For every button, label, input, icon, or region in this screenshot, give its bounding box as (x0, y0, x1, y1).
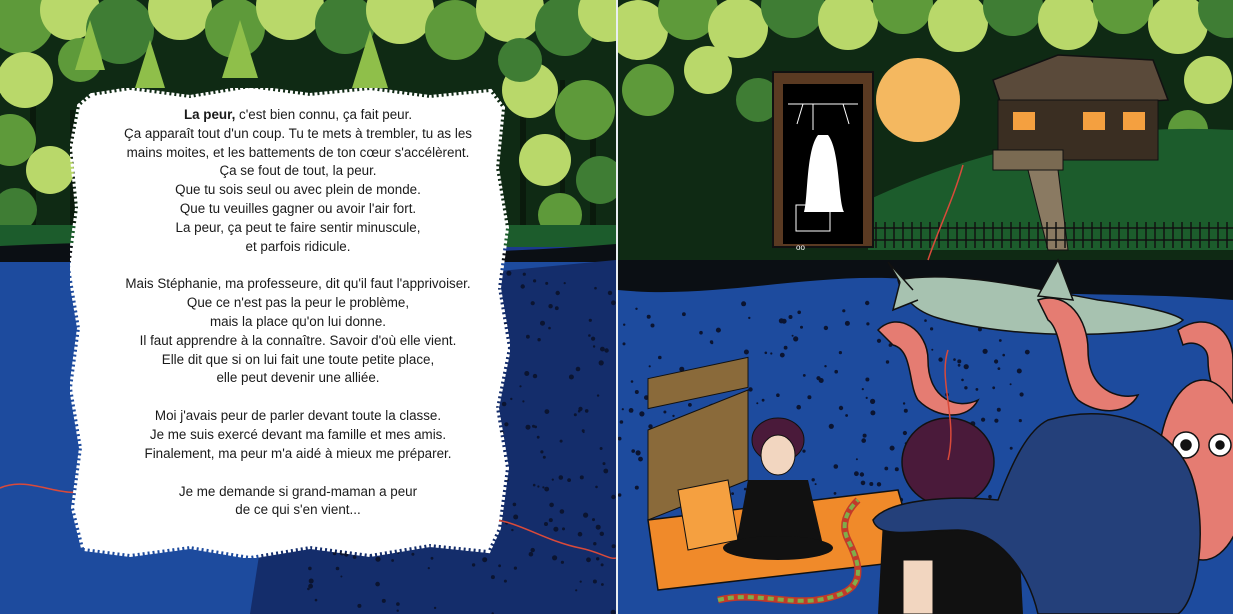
spider-dot (592, 518, 595, 521)
spider-dot (815, 483, 817, 485)
spider-dot (307, 588, 310, 591)
spider-dot (961, 379, 964, 382)
spider-dot (930, 327, 933, 330)
spider-dot (549, 503, 554, 508)
spider-dot (776, 393, 780, 397)
spider-dot (877, 339, 881, 343)
spider-dot (529, 552, 534, 557)
spider-dot (953, 358, 956, 361)
spider-dot (567, 478, 571, 482)
spider-dot (834, 464, 839, 469)
spider-dot (604, 348, 608, 352)
spider-dot (603, 462, 606, 465)
spider-dot (904, 409, 908, 413)
spider-dot (999, 339, 1002, 342)
spider-dot (1019, 419, 1022, 422)
spider-dot (924, 319, 927, 322)
spider-dot (575, 589, 577, 591)
spider-dot (842, 309, 845, 312)
spider-dot (647, 315, 651, 319)
bold-lead: La peur, (183, 107, 236, 122)
spider-dot (560, 440, 563, 443)
spider-dot (1020, 392, 1024, 396)
spider-dot (396, 602, 400, 606)
spider-dot (513, 503, 517, 507)
spider-dot (1002, 354, 1005, 357)
story-text (108, 106, 488, 539)
spider-dot (800, 326, 803, 329)
spider-dot (976, 388, 979, 391)
spider-dot (578, 532, 583, 537)
spider-dot (869, 482, 873, 486)
spider-dot (603, 469, 608, 474)
spider-dot (523, 273, 526, 276)
spider-dot (542, 486, 544, 488)
spider-dot (596, 525, 601, 530)
spider-dot (532, 425, 535, 428)
svg-text:oo: oo (796, 243, 805, 252)
spider-dot (537, 485, 539, 487)
spider-dot (635, 486, 639, 490)
spider-dot (382, 599, 386, 603)
spider-dot (578, 407, 582, 411)
spider-dot (519, 385, 521, 387)
spider-dot (863, 434, 867, 438)
spider-dot (548, 304, 552, 308)
spider-dot (315, 599, 318, 602)
spider-dot (1010, 447, 1013, 450)
spider-dot (861, 438, 866, 443)
spider-dot (608, 291, 612, 295)
spider-dot (860, 472, 864, 476)
spider-dot (510, 398, 512, 400)
spider-dot (983, 349, 988, 354)
spider-dot (865, 301, 869, 305)
spider-dot (877, 482, 881, 486)
spider-dot (560, 509, 565, 514)
spider-dot (576, 367, 581, 372)
spider-dot (582, 429, 585, 432)
spider-dot (549, 518, 553, 522)
spider-dot (639, 411, 644, 416)
spider-dot (957, 359, 961, 363)
spider-dot (594, 287, 597, 290)
spider-dot (601, 563, 604, 566)
spider-dot (434, 607, 436, 609)
spider-dot (629, 408, 634, 413)
paragraph-2: Mais Stéphanie, ma professeure, dit qu'il faut l'apprivoiser. Que ce n'est pas la peur le problème, mais la place qu'on lui donne. Il faut apprendre à la connaître. Savoir d'où elle vient. Elle dit que si on lui fait une toute petite place, elle peut devenir une alliée. (125, 276, 471, 386)
spider-dot (856, 458, 858, 460)
spider-dot (513, 515, 518, 520)
spider-dot (870, 399, 875, 404)
spider-dot (682, 312, 686, 316)
spider-dot (792, 335, 794, 337)
spider-dot (688, 403, 692, 407)
spider-dot (472, 563, 475, 566)
spider-dot (651, 324, 655, 328)
spider-dot (526, 425, 531, 430)
spider-dot (710, 340, 713, 343)
spider-dot (583, 513, 588, 518)
spider-dot (601, 583, 604, 586)
spider-dot (522, 400, 524, 402)
spider-dot (556, 291, 560, 295)
spider-dot (631, 380, 634, 383)
spider-dot (716, 328, 721, 333)
spider-dot (1010, 383, 1012, 385)
spider-dot (552, 555, 557, 560)
spider-dot (544, 522, 548, 526)
spider-dot (593, 345, 595, 347)
spider-dot (612, 544, 616, 548)
spider-dot (540, 450, 543, 453)
spider-dot (638, 457, 643, 462)
spider-dot (595, 486, 598, 489)
spider-dot (622, 408, 624, 410)
spider-dot (797, 311, 801, 315)
spider-dot (548, 327, 551, 330)
spider-dot (731, 492, 734, 495)
paragraph-1: La peur, c'est bien connu, ça fait peur. Ça apparaît tout d'un coup. Tu te mets à trembler, tu as les mains moites, et les battements de ton cœur s'accélèrent. Ça se fout de tout, la peur. Que tu sois seul ou avec plein de monde. Que tu veuilles gagner ou avoir l'air fort. La peur, ça peut te faire sentir minuscule, et parfois ridicule. (124, 107, 472, 254)
spider-dot (870, 410, 875, 415)
spider-dot (992, 386, 995, 389)
spider-dot (741, 301, 746, 306)
spider-dot (588, 334, 591, 337)
spider-dot (829, 424, 834, 429)
spider-dot (428, 567, 430, 569)
spider-dot (623, 324, 625, 326)
spider-dot (559, 475, 564, 480)
spider-dot (807, 395, 811, 399)
spider-dot (988, 495, 992, 499)
spider-dot (564, 282, 566, 284)
spider-dot (620, 420, 624, 424)
spider-dot (854, 471, 859, 476)
paragraph-3: Moi j'avais peur de parler devant toute la classe. Je me suis exercé devant ma famille et mes amis. Finalement, ma peur m'a aidé à mieux me préparer. (144, 408, 452, 461)
spider-dot (784, 346, 788, 350)
spider-dot (600, 447, 603, 450)
spider-dot (336, 567, 340, 571)
spider-dot (585, 409, 589, 413)
spider-dot (866, 397, 868, 399)
spider-dot (635, 308, 637, 310)
spider-dot (796, 405, 801, 410)
spider-dot (569, 375, 574, 380)
spider-dot (600, 347, 605, 352)
spider-dot (748, 387, 752, 391)
spider-dot (531, 548, 535, 552)
spider-dot (884, 467, 888, 471)
spider-dot (636, 450, 641, 455)
spider-dot (845, 414, 848, 417)
spider-dot (589, 319, 592, 322)
spider-dot (533, 484, 536, 487)
spider-dot (591, 337, 595, 341)
spider-dot (762, 399, 765, 402)
spider-dot (895, 467, 899, 471)
spider-dot (663, 411, 666, 414)
paragraph-4: Je me demande si grand-maman a peur de ce qui s'en vient... (178, 483, 418, 518)
spider-dot (521, 284, 525, 288)
spider-dot (994, 359, 998, 363)
spider-dot (994, 419, 998, 423)
spider-dot (824, 365, 826, 367)
spider-dot (524, 371, 529, 376)
spider-dot (553, 527, 558, 532)
spider-dot (744, 488, 747, 491)
spider-dot (931, 349, 933, 351)
spider-dot (600, 532, 604, 536)
spider-dot (834, 492, 837, 495)
spider-dot (839, 406, 843, 410)
spider-dot (824, 326, 828, 330)
spider-dot (543, 456, 546, 459)
spider-dot (1025, 350, 1030, 355)
spider-dot (631, 449, 635, 453)
spider-dot (514, 567, 517, 570)
spider-dot (658, 356, 662, 360)
spider-dot (555, 306, 559, 310)
spider-dot (533, 374, 537, 378)
spider-dot (903, 431, 907, 435)
spider-dot (596, 557, 599, 560)
spider-dot (537, 436, 540, 439)
spider-dot (308, 567, 312, 571)
spider-dot (531, 301, 535, 305)
spider-dot (552, 479, 554, 481)
spider-dot (765, 352, 768, 355)
spider-dot (580, 475, 584, 479)
spider-dot (839, 351, 842, 354)
spider-dot (756, 402, 758, 404)
spider-dot (780, 353, 785, 358)
spider-dot (340, 576, 342, 578)
spider-dot (599, 360, 604, 365)
spider-dot (397, 610, 399, 612)
moon-icon (876, 58, 960, 142)
spider-dot (623, 342, 626, 345)
spider-dot (779, 318, 784, 323)
spider-dot (862, 388, 864, 390)
spider-dot (861, 481, 866, 486)
spider-dot (526, 335, 530, 339)
spider-dot (938, 357, 942, 361)
spider-dot (649, 365, 651, 367)
spider-dot (699, 331, 703, 335)
spider-dot (964, 364, 969, 369)
spider-dot (544, 487, 549, 492)
spider-dot (545, 282, 548, 285)
spider-dot (890, 446, 895, 451)
spider-dot (866, 322, 869, 325)
spider-dot (744, 350, 749, 355)
spider-dot (574, 413, 577, 416)
spider-dot (997, 408, 1001, 412)
spider-dot (802, 450, 805, 453)
spider-dot (580, 581, 582, 583)
spider-dot (635, 390, 639, 394)
spider-dot (491, 575, 495, 579)
spider-dot (964, 386, 967, 389)
right-page (618, 0, 1233, 614)
spider-dot (845, 321, 850, 326)
spider-dot (540, 321, 545, 326)
spider-dot (586, 557, 591, 562)
spider-dot (803, 374, 806, 377)
spider-dot (1017, 369, 1022, 374)
spider-dot (562, 527, 565, 530)
spider-dot (391, 559, 394, 562)
spider-dot (816, 376, 820, 380)
spider-dot (511, 529, 513, 531)
spider-dot (561, 561, 564, 564)
spider-dot (903, 402, 905, 404)
spider-dot (593, 542, 596, 545)
spider-dot (958, 364, 961, 367)
spider-dot (498, 564, 501, 567)
spider-dot (981, 418, 985, 422)
spider-dot (611, 495, 615, 499)
spider-dot (545, 409, 550, 414)
spider-dot (865, 378, 869, 382)
spider-dot (748, 317, 750, 319)
spider-dot (533, 279, 536, 282)
spider-dot (886, 360, 889, 363)
spider-dot (998, 367, 1001, 370)
spider-dot (309, 579, 314, 584)
spider-dot (597, 394, 599, 396)
spider-dot (672, 415, 674, 417)
spider-dot (504, 580, 507, 583)
left-page (0, 0, 616, 614)
spider-dot (357, 604, 361, 608)
spider-dot (537, 338, 540, 341)
spider-dot (812, 478, 815, 481)
spider-dot (770, 352, 772, 354)
right-page-illustration (618, 0, 1233, 614)
spider-dot (793, 336, 798, 341)
spider-dot (834, 370, 838, 374)
spider-dot (789, 315, 793, 319)
spider-dot (593, 580, 597, 584)
spider-dot (375, 582, 380, 587)
